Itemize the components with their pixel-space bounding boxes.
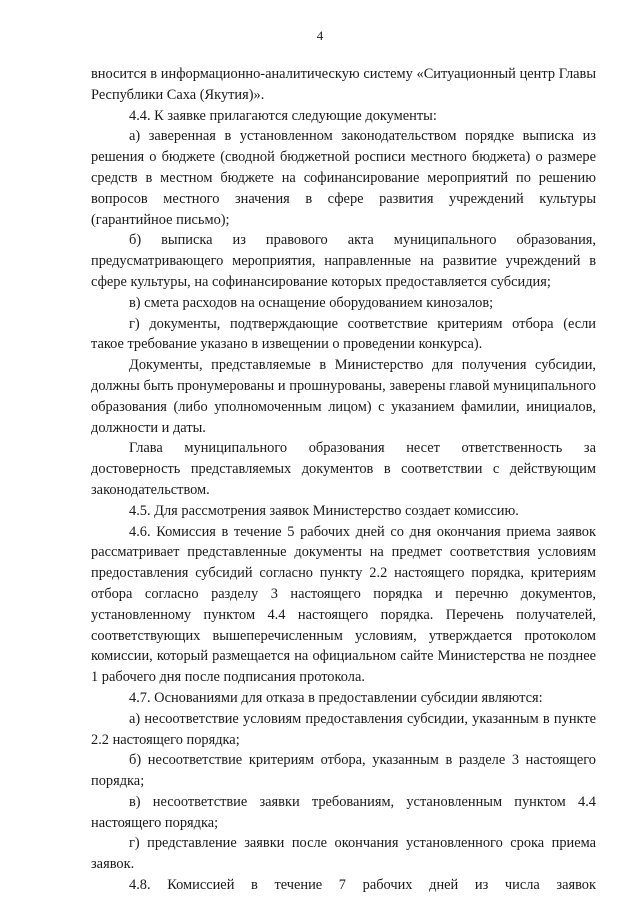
paragraph-4-8: 4.8. Комиссией в течение 7 рабочих дней из числа заявок — [129, 877, 596, 894]
paragraph-documents: Документы, представляемые в Министерство для получения субсидии, должны быть пронумерованы и прошнурованы, заверены главой муниципального образования (либо уполномоченным лицом) с указанием фамилии, инициалов, должности и даты. — [91, 357, 596, 436]
paragraph-glava: Глава муниципального образования несет ответственность за достоверность представляемых документов в соответствии с действующим законодательством. — [91, 440, 596, 498]
paragraph-4-7-g: г) представление заявки после окончания установленного срока приема заявок. — [91, 835, 596, 873]
paragraph-4-7-v: в) несоответствие заявки требованиям, установленным пунктом 4.4 настоящего порядка; — [91, 793, 596, 831]
paragraph-4-4: 4.4. К заявке прилагаются следующие документы: — [129, 107, 437, 124]
paragraph-4-7-b: б) несоответствие критериям отбора, указанным в разделе 3 настоящего порядка; — [91, 752, 596, 790]
paragraph-4-6: 4.6. Комиссия в течение 5 рабочих дней со дня окончания приема заявок рассматривает представленные документы на предмет соответствия условиям предоставления субсидий согласно пункту 2.2 настоящего порядка, критериям отбора согласно разделу 3 настоящего порядка и перечню документов, установленному пунктом 4.4 настоящего порядка. Перечень получателей, соответствующих вышеперечисленным условиям, утверждается протоколом комиссии, который размещается на официальном сайте Министерства не позднее 1 рабочего дня после подписания протокола. — [91, 523, 596, 686]
paragraph-4-5: 4.5. Для рассмотрения заявок Министерство создает комиссию. — [129, 502, 519, 519]
paragraph-continuation: вносится в информационно-аналитическую систему «Ситуационный центр Главы Республики Саха (Якутия)». — [91, 66, 596, 103]
paragraph-4-4-v: в) смета расходов на оснащение оборудованием кинозалов; — [129, 294, 494, 311]
paragraph-4-4-a: а) заверенная в установленном законодательством порядке выписка из решения о бюджете (сводной бюджетной росписи местного бюджета) о размере средств в местном бюджете на софинансирование мероприятий по решению вопросов местного значения в сфере развития учреждений культуры (гарантийное письмо); — [91, 128, 596, 228]
page-number: 4 — [316, 28, 324, 43]
paragraph-4-7: 4.7. Основаниями для отказа в предоставлении субсидии являются: — [129, 689, 543, 706]
document-body — [91, 64, 596, 896]
paragraph-4-4-g: г) документы, подтверждающие соответствие критериям отбора (если такое требование указано в извещении о проведении конкурса). — [91, 315, 596, 353]
paragraph-4-7-a: а) несоответствие условиям предоставления субсидии, указанным в пункте 2.2 настоящего порядка; — [91, 710, 596, 748]
paragraph-4-4-b: б) выписка из правового акта муниципального образования, предусматривающего мероприятия, направленные на развитие учреждений в сфере культуры, на софинансирование которых предоставляется субсидия; — [91, 232, 596, 290]
